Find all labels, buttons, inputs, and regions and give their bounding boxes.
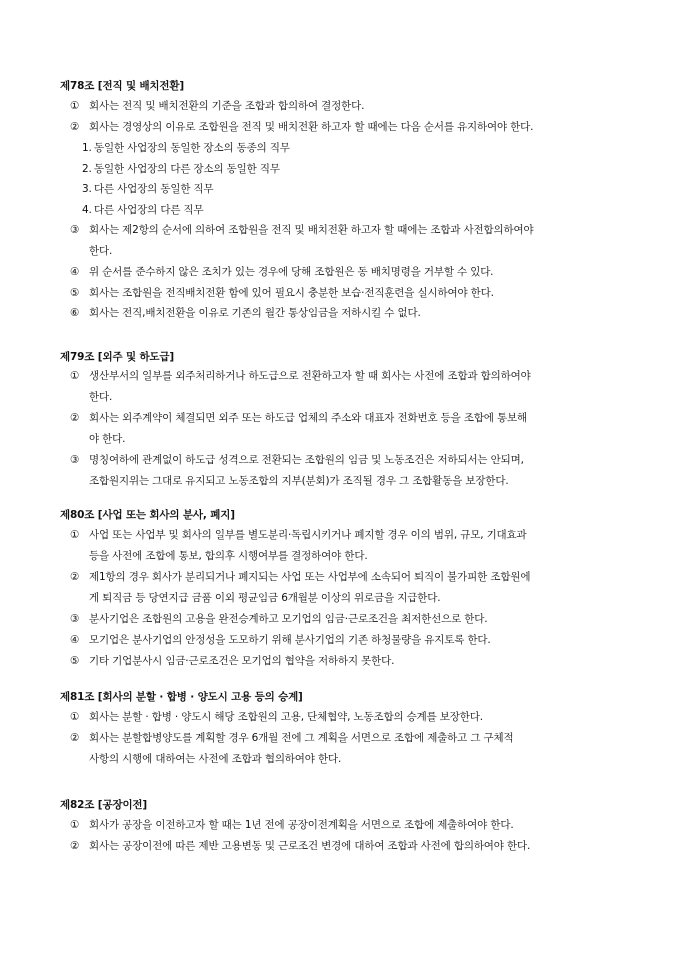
clause-item [70, 265, 493, 279]
clause-item [70, 306, 421, 320]
item-marker: 3. [82, 183, 92, 195]
item-marker: 2. [82, 163, 92, 175]
item-text: 분사기업은 조합원의 고용을 완전승계하고 모기업의 임금·근로조건을 최저한선으로 한다. [89, 613, 488, 625]
clause-item [70, 731, 514, 745]
item-marker: ② [70, 732, 80, 744]
clause-item [70, 369, 531, 383]
item-marker: 4. [82, 204, 92, 216]
item-text: 제1항의 경우 회사가 분리되거나 폐지되는 사업 또는 사업부에 소속되어 퇴직이 불가피한 조합원에 [89, 571, 531, 583]
item-text-continuation: 게 퇴직금 등 당연지급 금품 이외 평균임금 6개월분 이상의 위로금을 지급한다. [89, 592, 441, 604]
item-text: 회사는 분할 · 합병 · 양도시 해당 조합원의 고용, 단체협약, 노동조합의 승계를 보장한다. [89, 711, 483, 723]
item-text: 회사는 공장이전에 따른 제반 고용변동 및 근로조건 변경에 대하여 조합과 사전에 합의하여야 한다. [89, 840, 531, 852]
item-text: 회사는 전직,배치전환을 이유로 기존의 월간 통상임금을 저하시킬 수 없다. [89, 307, 421, 319]
item-marker: ① [70, 529, 80, 541]
clause-item [70, 633, 491, 647]
item-marker: ④ [70, 266, 80, 278]
article-heading: 제82조 [공장이전] [60, 799, 148, 811]
item-marker: ① [70, 100, 80, 112]
item-marker: ④ [70, 634, 80, 646]
item-text: 명칭여하에 관계없이 하도급 성격으로 전환되는 조합원의 임금 및 노동조건은 저하되서는 안되며, [89, 454, 524, 466]
item-marker: ① [70, 711, 80, 723]
item-text-continuation: 야 한다. [89, 433, 126, 445]
item-text: 기타 기업분사시 임금·근로조건은 모기업의 협약을 저하하지 못한다. [89, 655, 395, 667]
numbered-subitem [82, 203, 204, 217]
item-marker: ③ [70, 454, 80, 466]
clause-item [70, 453, 524, 467]
clause-item [70, 570, 530, 584]
item-text: 회사는 전직 및 배치전환의 기준을 조합과 합의하여 결정한다. [89, 100, 365, 112]
clause-item [70, 223, 534, 237]
item-text: 회사는 경영상의 이유로 조합원을 전직 및 배치전환 하고자 할 때에는 다음 순서를 유지하여야 한다. [89, 121, 534, 133]
article-heading: 제79조 [외주 및 하도급] [60, 351, 175, 363]
item-marker: ① [70, 819, 80, 831]
item-text: 회사가 공장을 이전하고자 할 때는 1년 전에 공장이전계획을 서면으로 조합에 제출하여야 한다. [89, 819, 514, 831]
item-marker: ⑤ [70, 287, 80, 299]
item-marker: ② [70, 121, 80, 133]
item-text: 다른 사업장의 다른 직무 [94, 204, 204, 216]
item-text: 회사는 제2항의 순서에 의하여 조합원을 전직 및 배치전환 하고자 할 때에는 조합과 사전합의하여야 [89, 224, 534, 236]
item-text: 회사는 분할합병양도를 계획할 경우 6개월 전에 그 계획을 서면으로 조합에 제출하고 그 구체적 [89, 732, 514, 744]
clause-item [70, 99, 364, 113]
clause-item [70, 411, 527, 425]
item-text: 모기업은 분사기업의 안정성을 도모하기 위해 분사기업의 기존 하청물량을 유지토록 한다. [89, 634, 491, 646]
item-text: 사업 또는 사업부 및 회사의 일부를 별도분리·독립시키거나 폐지할 경우 이의 범위, 규모, 기대효과 [89, 529, 527, 541]
item-text-continuation: 한다. [89, 245, 113, 257]
numbered-subitem [82, 141, 290, 155]
item-marker: ② [70, 571, 80, 583]
article-heading: 제78조 [전직 및 배치전환] [60, 80, 185, 92]
item-text: 동일한 사업장의 다른 장소의 동일한 직무 [94, 163, 280, 175]
clause-item [70, 612, 487, 626]
article-heading: 제81조 [회사의 분할 · 합병 · 양도시 고용 등의 승계] [60, 691, 303, 703]
item-text: 다른 사업장의 동일한 직무 [94, 183, 214, 195]
item-text: 회사는 조합원을 전직배치전환 함에 있어 필요시 충분한 보습·전직훈련을 실시하여야 한다. [89, 287, 494, 299]
item-marker: ③ [70, 613, 80, 625]
item-text-continuation: 한다. [89, 391, 113, 403]
item-text: 회사는 외주계약이 체결되면 외주 또는 하도급 업체의 주소와 대표자 전화번호 등을 조합에 통보해 [89, 412, 527, 424]
clause-item [70, 818, 514, 832]
item-marker: 1. [82, 142, 92, 154]
item-marker: ⑤ [70, 655, 80, 667]
item-text: 위 순서를 준수하지 않은 조치가 있는 경우에 당해 조합원은 동 배치명령을 거부할 수 있다. [89, 266, 494, 278]
item-marker: ① [70, 370, 80, 382]
item-text: 동일한 사업장의 동일한 장소의 동종의 직무 [94, 142, 290, 154]
item-marker: ③ [70, 224, 80, 236]
clause-item [70, 528, 527, 542]
clause-item [70, 710, 483, 724]
clause-item [70, 120, 533, 134]
item-text-continuation: 등을 사전에 조합에 통보, 합의후 시행여부를 결정하여야 한다. [89, 550, 368, 562]
item-marker: ② [70, 840, 80, 852]
clause-item [70, 286, 494, 300]
clause-item [70, 839, 530, 853]
item-marker: ② [70, 412, 80, 424]
numbered-subitem [82, 162, 280, 176]
item-text-continuation: 사항의 시행에 대하여는 사전에 조합과 협의하여야 한다. [89, 753, 342, 765]
item-text: 생산부서의 일부를 외주처리하거나 하도급으로 전환하고자 할 때 회사는 사전에 조합과 합의하여야 [89, 370, 531, 382]
clause-item [70, 654, 394, 668]
numbered-subitem [82, 182, 214, 196]
article-heading: 제80조 [사업 또는 회사의 분사, 폐지] [60, 509, 235, 521]
item-text-continuation: 조합원지위는 그대로 유지되고 노동조합의 지부(분회)가 조직될 경우 그 조합활동을 보장한다. [89, 475, 509, 487]
item-marker: ⑥ [70, 307, 80, 319]
